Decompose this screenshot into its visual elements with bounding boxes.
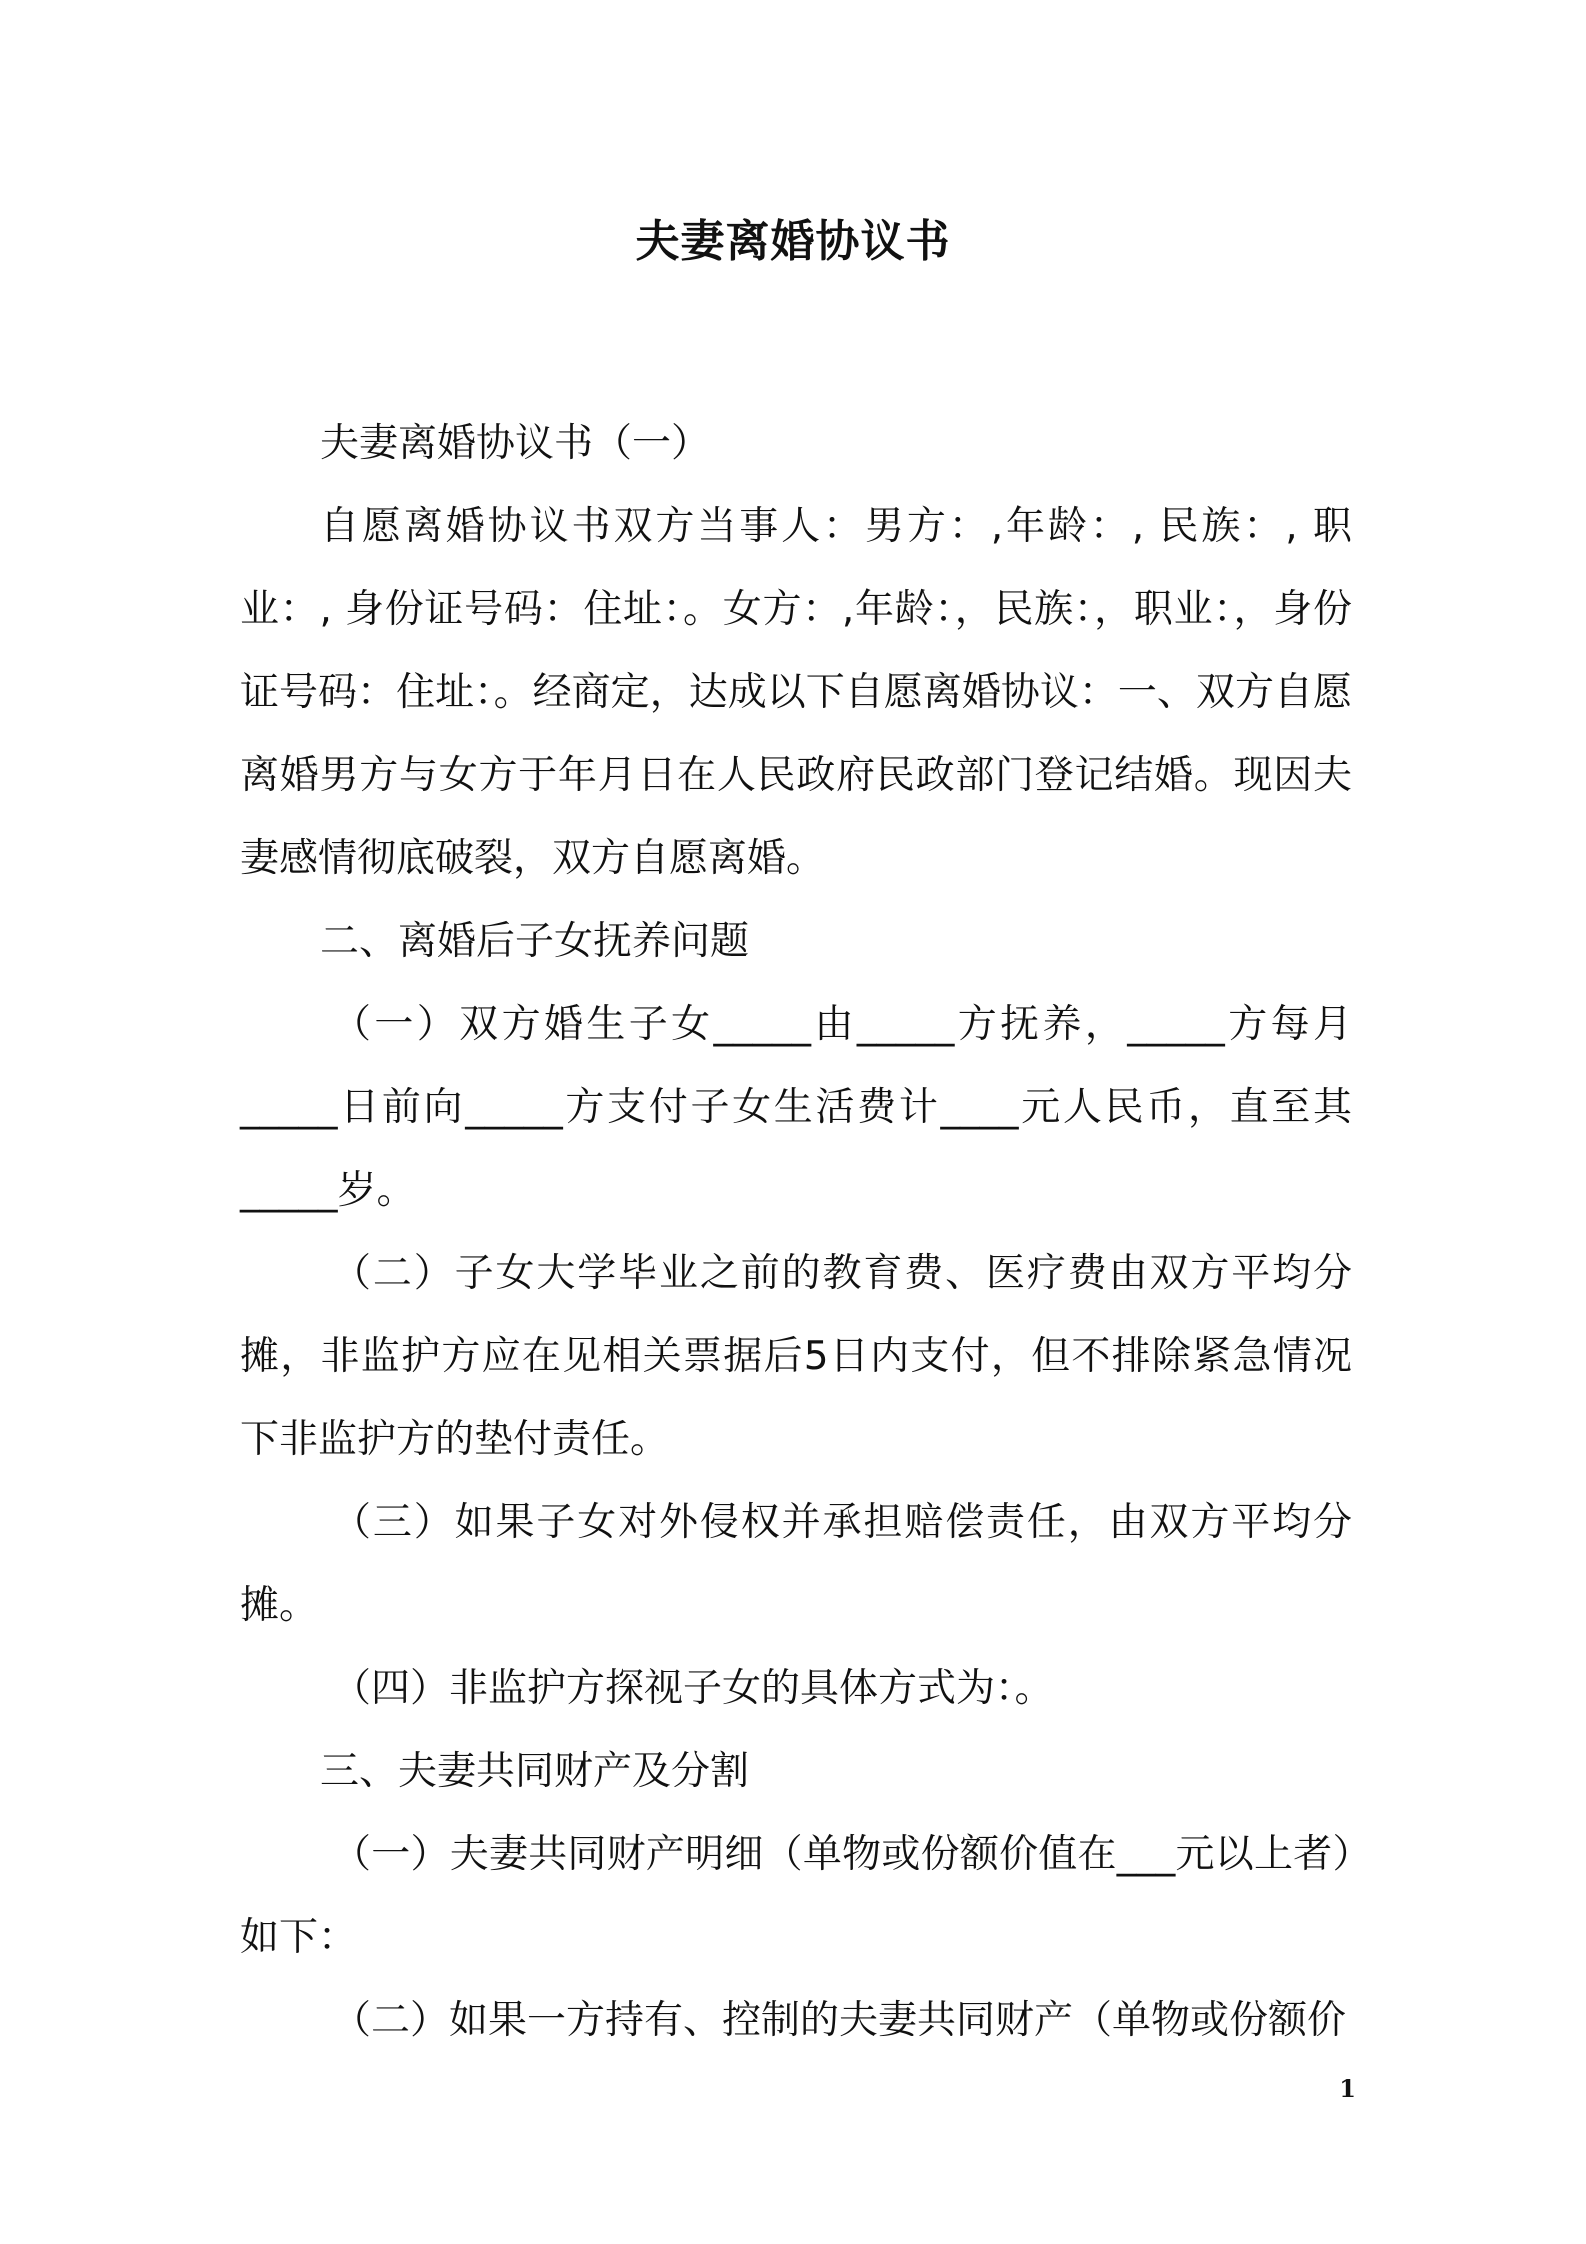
section-heading-property: 三、夫妻共同财产及分割 (320, 1749, 750, 1794)
clause-property-control: （二）如果一方持有、控制的夫妻共同财产（单物或份额价 (332, 1998, 1347, 2043)
page-number: 1 (1339, 2074, 1356, 2103)
clause-child-support: （一）双方婚生子女_____由_____方抚养，_____方每月_____日前向_____方支付子女生活费计____元人民币，直至其_____岁。 (240, 1002, 1352, 1213)
section-heading: 夫妻离婚协议书（一） (320, 421, 711, 466)
clause-visitation: （四）非监护方探视子女的具体方式为：。 (332, 1666, 1054, 1711)
document-title: 夫妻离婚协议书 (635, 216, 951, 267)
paragraph-parties: 自愿离婚协议书双方当事人：男方：,年龄：, 民族：, 职业：, 身份证号码：住址：。女方：,年龄：，民族：，职业：，身份证号码：住址：。经商定，达成以下自愿离婚协议：一、双方自愿离婚男方与女方于年月日在人民政府民政部门登记结婚。现因夫妻感情彻底破裂，双方自愿离婚。 (240, 504, 1352, 881)
clause-education-medical: （二）子女大学毕业之前的教育费、医疗费由双方平均分摊，非监护方应在见相关票据后5日内支付，但不排除紧急情况下非监护方的垫付责任。 (240, 1251, 1352, 1462)
document-body (240, 402, 1352, 2062)
clause-tort-liability: （三）如果子女对外侵权并承担赔偿责任，由双方平均分摊。 (240, 1500, 1352, 1628)
clause-property-list: （一）夫妻共同财产明细（单物或份额价值在___元以上者）如下： (240, 1832, 1352, 1960)
section-heading-child-custody: 二、离婚后子女抚养问题 (320, 919, 750, 964)
